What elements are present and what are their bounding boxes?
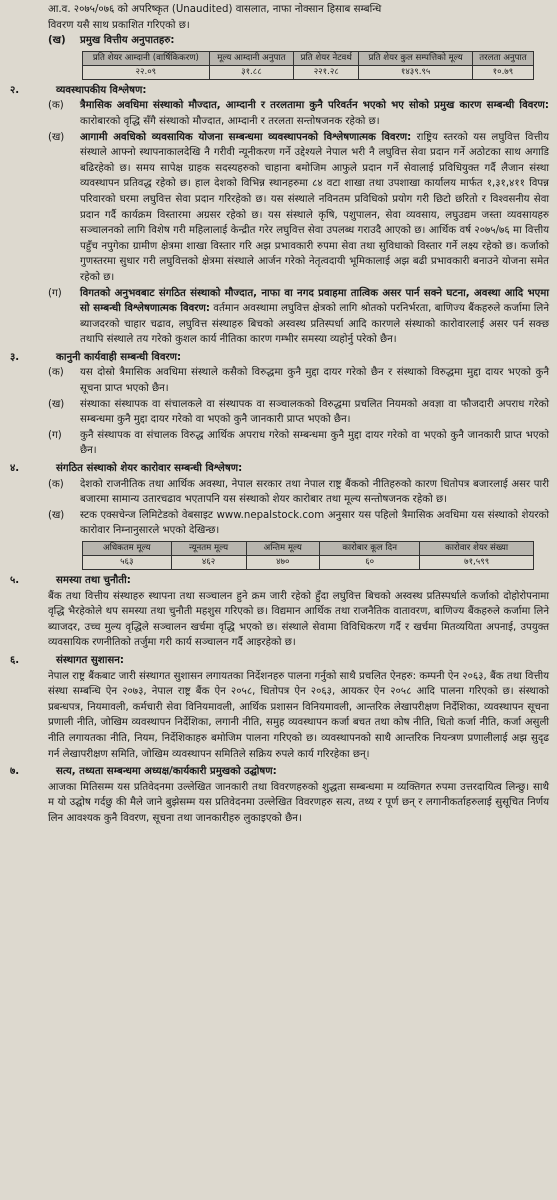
- section-2-heading: [6, 83, 549, 99]
- share-header-cell: न्यूनतम मूल्य: [171, 542, 246, 556]
- section-number: ७.: [10, 766, 20, 778]
- section-title: संगठित संस्थाको शेयर कारोवार सम्बन्धी विश्लेषण:: [56, 463, 243, 475]
- item-key: (ख): [48, 509, 65, 521]
- ratios-header-cell: प्रति शेयर नेटवर्थ: [294, 51, 359, 65]
- item-bold-heading: विगतको अनुभवबाट संगठित संस्थाको मौज्दात, नाफा वा नगद प्रवाहमा तात्विक असर पार्न सक्ने घटना, अवस्था आदि भएमा सो सम्बन्धी विश्लेषणात्मक विवरण:: [80, 287, 549, 315]
- section-7-heading: [6, 764, 549, 780]
- item-text: वर्तमान अवस्थामा लघुवित्त क्षेत्रको लागि श्रोतको परनिर्भरता, बाणिज्य बैंकहरुले कर्जामा लिने ब्याजदरको चाहार चढाव, लघुवित्त संस्थाहरु बिचको अस्वस्थ प्रतिस्पर्धा आदि कारणले संस्थाको कारोवारलाई असर पर्न सक्छ तथापि संस्थाले तय गरेको कुशल कार्य नीतिका कारण गम्भीर समस्या व्यहोर्नु परेको छैन।: [80, 303, 549, 346]
- ratios-value-cell: ३१.८८: [209, 65, 293, 79]
- item-key: (क): [48, 478, 64, 490]
- section-title: व्यवस्थापकीय विश्लेषण:: [56, 84, 147, 96]
- section-number: ५.: [10, 575, 20, 586]
- section-5-text: बैंक तथा वित्तीय संस्थाहरु स्थापना तथा सञ्चालन हुने क्रम जारी रहेको हुँदा लघुवित्त बिचको अस्वस्थ प्रतिस्पर्धाले कर्जाको दोहोरोपनामा वृद्धि भैरहेकोले थप समस्या तथा चुनौती महशुस गरिएको छ। विद्यमान आर्थिक तथा राजनैतिक वातावरण, बाणिज्य बैंकहरुले कर्जामा लिने ब्याजदर, उच्च मुल्य वृद्धिले सञ्चालन खर्चमा वृद्धि भएको छ। संस्थाले सेवामा विविधिकरण गर्दै र खर्चमा मितव्ययिता अपनाई, उपयुक्त व्यवसायिक रणनीतिको तर्जुमा गरी कार्य सञ्चालन गर्दै आइरहेको छ।: [48, 590, 549, 649]
- item-key: (ग): [48, 287, 62, 299]
- share-value-row: [83, 556, 534, 570]
- section-number: ३.: [10, 351, 20, 363]
- ratios-value-cell: २२.०९: [83, 65, 210, 79]
- item-key: (क): [48, 367, 64, 379]
- item-key: (क): [48, 100, 64, 112]
- share-header-cell: अधिकतम मूल्य: [83, 542, 172, 556]
- ratios-header-cell: मूल्य आम्दानी अनुपात: [209, 51, 293, 65]
- section-2-item-kha: [48, 130, 549, 286]
- section-number: ४.: [10, 463, 20, 475]
- share-value-cell: ५६३: [83, 556, 172, 570]
- ratios-title: प्रमुख वित्तीय अनुपातहरु:: [80, 35, 175, 47]
- section-number: २.: [10, 84, 20, 96]
- item-bold-heading: त्रैमासिक अवधिमा संस्थाको मौज्दात, आम्दानी र तरलतामा कुनै परिवर्तन भएको भए सोको प्रमुख कारण सम्बन्धी विवरण:: [80, 100, 549, 112]
- section-3-item-ga: [48, 428, 549, 459]
- ratios-key: (ख): [48, 35, 66, 47]
- share-trading-table: [82, 541, 534, 570]
- section-title: सत्य, तथ्यता सम्बन्धमा अध्यक्ष/कार्यकारी प्रमुखको उद्घोषण:: [56, 766, 277, 778]
- share-header-row: [83, 542, 534, 556]
- item-text: संस्थाका संस्थापक वा संचालकले वा संस्थापक वा सञ्चालकको विरुद्धमा प्रचलित नियमको अवज्ञा वा फौजदारी अपराध गरेको सम्बन्धमा कुनै मुद्दा दायर गरेको वा भएको कुनै जानकारी प्राप्त भएको छैन।: [80, 398, 549, 426]
- item-text: देशको राजनीतिक तथा आर्थिक अवस्था, नेपाल सरकार तथा नेपाल राष्ट्र बैंकको नीतिहरुको कारण धितोपत्र बजारलाई असर पारी बजारमा सामान्य उतारचढाव भएतापनि यस संस्थाको शेयर कारोबार तथा मूल्य सन्तोषजनक रहेको छ।: [80, 478, 549, 506]
- item-key: (ग): [48, 429, 62, 441]
- section-title: समस्या तथा चुनौती:: [56, 575, 131, 586]
- section-4-item-kha: [48, 508, 549, 539]
- section-2-item-ka: [48, 98, 549, 129]
- section-4-item-ka: [48, 477, 549, 508]
- ratios-value-cell: २२१.२८: [294, 65, 359, 79]
- share-header-cell: कारोवार शेयर संख्या: [420, 542, 534, 556]
- item-bold-heading: आगामी अवधिको व्यवसायिक योजना सम्बन्धमा व्यवस्थापनको विश्लेषणात्मक विवरण:: [80, 131, 412, 143]
- share-header-cell: अन्तिम मूल्य: [246, 542, 320, 556]
- ratios-value-row: [83, 65, 534, 79]
- section-3-item-kha: [48, 397, 549, 428]
- section-3-heading: [6, 350, 549, 366]
- share-value-cell: ७१,५९९: [420, 556, 534, 570]
- item-text: यस दोस्रो त्रैमासिक अवधिमा संस्थाले कसैको विरुद्धमा कुनै मुद्दा दायर गरेको छैन र संस्थाको विरुद्धमा मुद्दा दायर भएको कुनै सूचना प्राप्त भएको छैन।: [80, 367, 549, 395]
- item-text: स्टक एक्सचेन्ज लिमिटेडको वेबसाइट www.nepalstock.com अनुसार यस पहिलो त्रैमासिक अवधिमा यस संस्थाको शेयरको कारोवार निम्नानुसारले भएको देखिन्छ।: [80, 509, 549, 537]
- ratios-header-row: [83, 51, 534, 65]
- section-2-item-ga: [48, 286, 549, 348]
- share-header-cell: कारोबार कूल दिन: [320, 542, 420, 556]
- section-6-heading: [6, 653, 549, 669]
- ratios-header-cell: प्रति शेयर कुल सम्पत्तिको मूल्य: [359, 51, 473, 65]
- section-number: ६.: [10, 654, 20, 666]
- ratios-value-cell: १०.७९: [472, 65, 533, 79]
- ratios-header-cell: प्रति शेयर आम्दानी (वार्षिकिकरण): [83, 51, 210, 65]
- share-value-cell: ४७०: [246, 556, 320, 570]
- item-key: (ख): [48, 131, 65, 143]
- section-3-item-ka: [48, 365, 549, 396]
- intro-line-1: आ.व. २०७५/०७६ को अपरिष्कृत (Unaudited) वासलात, नाफा नोक्सान हिसाब सम्बन्धि: [48, 4, 382, 15]
- ratios-value-cell: १४३९.९५: [359, 65, 473, 79]
- section-6-text: नेपाल राष्ट्र बैंकबाट जारी संस्थागत सुशासन लगायतका निर्देशनहरु पालना गर्नुको साथै प्रचलित ऐनहरु: कम्पनी ऐन २०६३, बैंक तथा वित्तीय संस्था सम्बन्धि ऐन २०७३, नेपाल राष्ट्र बैंक ऐन २०५८, धितोपत्र ऐन २०६३, आयकर ऐन २०५८ आदि पालना गरिएको छ। संस्थाको प्रबन्धपत्र, नियमावली, कर्मचारी सेवा विनियमावली, आर्थिक प्रशासन विनियमावली, आन्तरिक लेखापरीक्षण निर्देशिका, व्यवस्थापन सूचना प्रणाली नीति, जोखिम व्यवस्थापन निर्देशिका, लगानी नीति, समुह व्यवस्थापन कर्जा बचत तथा कोष नीति, धितो कर्जा नीति, कर्जा असुली नीति लगायतका नीति, नियम, निर्देशिकाहरु बमोजिम पालना गरिएको छ। व्यवस्थापनको साथै आन्तरिक नियन्त्रण प्रणालीलाई अझ सुदृढ गर्न लेखापरीक्षण समिति, जोखिम व्यवस्थापन समितिले सक्रिय रुपले कार्य गरिरहेका छन्।: [48, 670, 549, 760]
- share-value-cell: ६०: [320, 556, 420, 570]
- ratios-heading: [48, 33, 549, 49]
- item-key: (ख): [48, 398, 65, 410]
- section-4-heading: [6, 461, 549, 477]
- share-value-cell: ४६२: [171, 556, 246, 570]
- item-text: कारोबारको वृद्धि सँगै संस्थाको मौज्दात, आम्दानी र तरलता सन्तोषजनक रहेको छ।: [80, 115, 380, 127]
- intro-line-2: विवरण यसै साथ प्रकाशित गरिएको छ।: [48, 19, 190, 31]
- item-text: कुनै संस्थापक वा संचालक विरुद्ध आर्थिक अपराध गरेको सम्बन्धमा कुनै मुद्दा दायर गरेको वा भएको कुनै जानकारी प्राप्त भएको छैन।: [80, 429, 549, 457]
- section-5-heading: [6, 573, 549, 589]
- ratios-header-cell: तरलता अनुपात: [472, 51, 533, 65]
- intro-paragraph: [48, 2, 549, 33]
- section-7-text: आजका मितिसम्म यस प्रतिवेदनमा उल्लेखित जानकारी तथा विवरणहरुको शुद्धता सम्बन्धमा म व्यक्तिगत रुपमा उत्तरदायित्व लिन्छु। साथै म यो उद्घोष गर्दछु की मैले जाने बुझेसम्म यस प्रतिवेदनमा उल्लेखित विवरणहरु सत्य, तथ्य र पूर्ण छन् र लगानीकर्ताहरुलाई सुसूचित निर्णय लिन आवश्यक कुनै विवरण, सूचना तथा जानकारीहरु लुकाइएको छैन।: [48, 781, 549, 824]
- ratios-table: [82, 51, 534, 80]
- item-text: राष्ट्रिय स्तरको यस लघुवित्त वित्तीय संस्थाले आफ्नो स्थापनाकालदेखि नै गरीवी न्यूनीकरण गर्ने उद्देश्यले नेपाल भरी नै लघुवित्त सेवा प्रदान गर्ने अठोटका साथ अगाडि बढिरहेको छ। समय सापेक्ष ग्राहक सदस्यहरुको चाहाना बमोजिम आफुले प्रदान गर्ने सेवालाई प्रविधियुक्त गर्दै लैजान संस्था व्यवस्थापन प्रतिवद्ध रहेको छ। हाल देशको विभिन्न स्थानहरुमा ८४ वटा शाखा तथा उपशाखा कार्यालय मार्फत १,३१,४११ विपन्न परिवारको घरमा लघुवित्त सेवा प्रदान गरिरहेको छ। यस संस्थाले नविनतम प्रविधिको प्रयोग गरी छिटो छरितो र विश्वसनीय सेवा प्रदान गर्दै कार्यक्रम विस्तारमा अग्रसर रहेको छ। यस संस्थाले कृषि, पशुपालन, सेवा व्यवसाय, लघुउद्यम जस्ता व्यवसायहरु सञ्चालनको लागि विशेष गरी महिलालाई केन्द्रीत गरेर लघुवित्त सेवा उपलब्ध गराउदै आएको छ। आर्थिक वर्ष २०७५/७६ मा वित्तीय पहुँच नपुगेका ग्रामीण क्षेत्रमा शाखा विस्तार गरि अझ प्रभावकारी रुपमा सेवा तथा सुविधाको विस्तार गर्ने लक्ष्य रहेको छ। कर्जाको गुणस्तरमा सुधार गरी लघुवित्तको क्षेत्रमा संस्थाले आर्जन गरेको नेतृत्वदायी भूमिकालाई अझ बढी प्रभावकारी बनाउने योजना समेत रहेको छ।: [80, 131, 550, 283]
- section-title: कानुनी कार्यवाही सम्बन्धी विवरण:: [56, 351, 182, 363]
- section-title: संस्थागत सुशासन:: [56, 654, 124, 666]
